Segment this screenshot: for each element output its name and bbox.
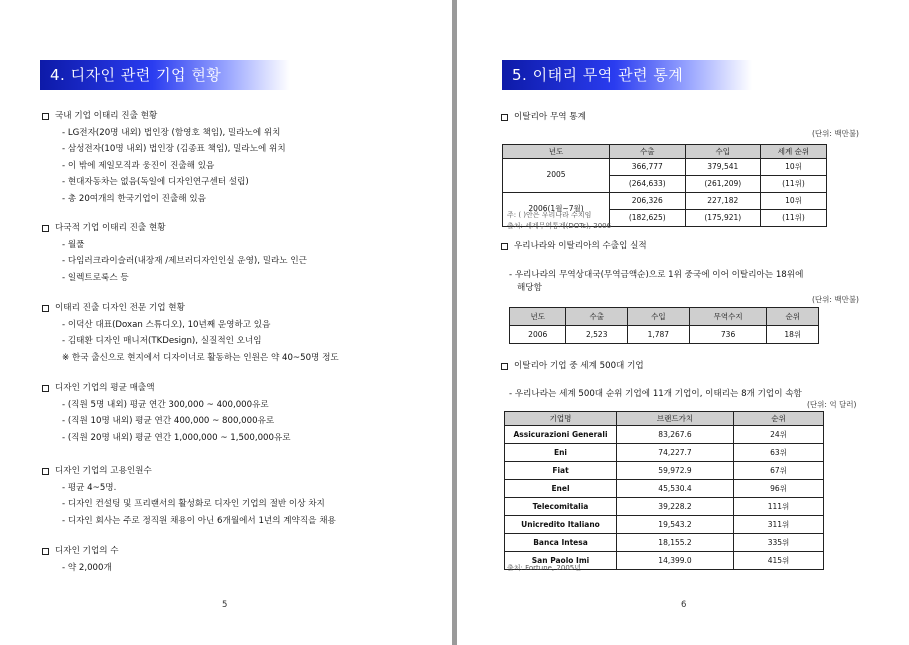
- section-title: 디자인 기업의 수: [55, 546, 119, 556]
- rank-cell: 10위: [760, 159, 826, 176]
- table-cell: 1,787: [628, 326, 690, 344]
- rank-cell: 10위: [760, 193, 826, 210]
- section-domestic: [42, 108, 286, 207]
- list-item: - 디자인 회사는 주로 정직원 채용이 아닌 6개월에서 1년의 계약직을 채용: [62, 515, 336, 526]
- square-bullet-icon: [42, 225, 49, 232]
- export-cell: 206,326: [610, 193, 685, 210]
- list-item: - (직원 5명 내외) 평균 연간 300,000 ~ 400,000유로: [62, 399, 269, 410]
- list-item: - 디자인 컨설팅 및 프리랜서의 활성화로 디자인 기업의 절반 이상 차지: [62, 499, 325, 509]
- unit-label: (단위: 백만불): [812, 129, 859, 138]
- company-cell: Banca Intesa: [505, 534, 617, 552]
- section-title: 이탈리아 무역 통계: [514, 112, 586, 122]
- section-title: 우리나라와 이탈리아의 수출입 실적: [514, 241, 647, 251]
- table-header: 세계 순위: [760, 145, 826, 159]
- table-note: 주: ( )안은 우리나라 수치임: [507, 211, 592, 219]
- section-title: 이탈리아 기업 중 세계 500대 기업: [514, 361, 644, 371]
- table-row: [505, 462, 824, 480]
- value-cell: 83,267.6: [617, 426, 734, 444]
- table-row: [503, 159, 827, 176]
- square-bullet-icon: [42, 385, 49, 392]
- table-row: [505, 498, 824, 516]
- table-row: [505, 444, 824, 462]
- year-cell: 2006(1월~7월): [503, 193, 610, 227]
- company-cell: Enel: [505, 480, 617, 498]
- list-item: - 평균 4~5명.: [62, 482, 117, 493]
- section-employment: [42, 463, 336, 529]
- value-cell: 59,972.9: [617, 462, 734, 480]
- list-item: - 김태환 디자인 매니저(TKDesign), 실질적인 오너임: [62, 336, 262, 346]
- rank-cell: 311위: [734, 516, 824, 534]
- list-item: - 이덕산 대표(Doxan 스튜디오), 10년째 운영하고 있음: [62, 319, 271, 330]
- square-bullet-icon: [42, 305, 49, 312]
- rank-cell: 96위: [734, 480, 824, 498]
- list-item: - LG전자(20명 내외) 법인장 (함영호 책임), 밀라노에 위치: [62, 127, 281, 138]
- company-cell: Unicredito Italiano: [505, 516, 617, 534]
- section-title: 국내 기업 이태리 진출 현황: [55, 111, 158, 121]
- list-item: - 월풀: [62, 239, 85, 250]
- import-sub-cell: (261,209): [685, 176, 760, 193]
- list-item: - 총 20여개의 한국기업이 진출해 있음: [62, 193, 206, 204]
- company-cell: Eni: [505, 444, 617, 462]
- import-cell: 379,541: [685, 159, 760, 176]
- unit-label: (단위: 억 달러): [807, 400, 857, 409]
- table-header: 기업명: [505, 412, 617, 426]
- list-item: - 약 2,000개: [62, 562, 112, 573]
- table-header: 수출: [566, 308, 628, 326]
- table-header: 무역수지: [689, 308, 767, 326]
- square-bullet-icon: [501, 114, 508, 121]
- square-bullet-icon: [42, 113, 49, 120]
- value-cell: 74,227.7: [617, 444, 734, 462]
- table-row: [503, 193, 827, 210]
- list-item: - 이 밖에 제일모직과 웅진이 진출해 있음: [62, 160, 215, 171]
- table-row: [510, 326, 819, 344]
- page-right: [457, 0, 909, 645]
- page-number: 5: [222, 600, 228, 610]
- rank-sub-cell: (11위): [760, 176, 826, 193]
- value-cell: 39,228.2: [617, 498, 734, 516]
- list-item: - 삼성전자(10명 내외) 법인장 (김종표 책임), 밀라노에 위치: [62, 144, 286, 154]
- section-count: [42, 543, 119, 576]
- company-cell: Telecomitalia: [505, 498, 617, 516]
- rank-cell: 24위: [734, 426, 824, 444]
- section-design-firms: [42, 300, 339, 366]
- rank-cell: 67위: [734, 462, 824, 480]
- value-cell: 45,530.4: [617, 480, 734, 498]
- table-cell: 2,523: [566, 326, 628, 344]
- table-row: [505, 480, 824, 498]
- rank-cell: 63위: [734, 444, 824, 462]
- table-header: 순위: [734, 412, 824, 426]
- table-cell: 736: [689, 326, 767, 344]
- page-number: 6: [681, 600, 687, 610]
- section-fortune-title: [501, 358, 644, 375]
- table-source: 출처: 세계무역통계(DOTs), 2006: [507, 222, 612, 230]
- import-cell: 227,182: [685, 193, 760, 210]
- value-cell: 14,399.0: [617, 552, 734, 570]
- list-item: - 다임러크라이슬러(내장재 /제브러디자인인실 운영), 밀라노 인근: [62, 256, 307, 266]
- square-bullet-icon: [42, 548, 49, 555]
- fortune-lead: - 우리나라는 세계 500대 순위 기업에 11개 기업이, 이태리는 8개 기업이 속함: [509, 389, 802, 399]
- section-multinational: [42, 220, 307, 286]
- export-sub-cell: (264,633): [610, 176, 685, 193]
- export-cell: 366,777: [610, 159, 685, 176]
- section-title: 디자인 기업의 고용인원수: [55, 466, 152, 476]
- lead-line: - 우리나라의 무역상대국(무역금액순)으로 1위 중국에 이어 이탈리아는 18위에: [509, 270, 804, 280]
- rank-cell: 335위: [734, 534, 824, 552]
- table-source: 출처: Fortune, 2005년: [507, 564, 581, 572]
- year-cell: 2005: [503, 159, 610, 193]
- rank-sub-cell: (11위): [760, 210, 826, 227]
- square-bullet-icon: [501, 363, 508, 370]
- page-left: [0, 0, 452, 645]
- section-revenue: [42, 380, 291, 446]
- table-header: 수출: [610, 145, 685, 159]
- lead-line: 해당함: [517, 282, 542, 293]
- rank-cell: 111위: [734, 498, 824, 516]
- korea-lead: [509, 269, 803, 294]
- table-header: 순위: [767, 308, 819, 326]
- right-section-banner: 5. 이태리 무역 관련 통계: [502, 60, 752, 90]
- table-row: [505, 516, 824, 534]
- list-item: ※ 한국 출신으로 현지에서 디자이너로 활동하는 인원은 약 40~50명 정도: [62, 352, 339, 363]
- table-header: 년도: [510, 308, 566, 326]
- import-sub-cell: (175,921): [685, 210, 760, 227]
- list-item: - 일렉트로룩스 등: [62, 272, 129, 283]
- section-trade-stats-title: [501, 109, 586, 126]
- company-cell: Assicurazioni Generali: [505, 426, 617, 444]
- section-korea-title: [501, 238, 647, 255]
- company-cell: San Paolo Imi: [505, 552, 617, 570]
- korea-trade-table: [509, 307, 819, 344]
- table-header: 년도: [503, 145, 610, 159]
- fortune-table: [504, 411, 824, 570]
- unit-label: (단위: 백만불): [812, 295, 859, 304]
- left-section-banner: 4. 디자인 관련 기업 현황: [40, 60, 290, 90]
- table-header: 수입: [628, 308, 690, 326]
- rank-cell: 415위: [734, 552, 824, 570]
- list-item: - 현대자동차는 없음(독일에 디자인연구센터 설립): [62, 177, 249, 187]
- company-cell: Fiat: [505, 462, 617, 480]
- value-cell: 18,155.2: [617, 534, 734, 552]
- value-cell: 19,543.2: [617, 516, 734, 534]
- square-bullet-icon: [42, 468, 49, 475]
- table-cell: 18위: [767, 326, 819, 344]
- section-title: 이태리 진출 디자인 전문 기업 현황: [55, 303, 185, 313]
- section-title: 다국적 기업 이태리 진출 현황: [55, 223, 166, 233]
- table-row: [505, 426, 824, 444]
- table-row: [505, 534, 824, 552]
- table-cell: 2006: [510, 326, 566, 344]
- square-bullet-icon: [501, 243, 508, 250]
- export-sub-cell: (182,625): [610, 210, 685, 227]
- table-header: 브랜드가치: [617, 412, 734, 426]
- table-header: 수입: [685, 145, 760, 159]
- list-item: - (직원 10명 내외) 평균 연간 400,000 ~ 800,000유로: [62, 416, 275, 426]
- list-item: - (직원 20명 내외) 평균 연간 1,000,000 ~ 1,500,000유로: [62, 432, 291, 443]
- section-title: 디자인 기업의 평균 매출액: [55, 383, 155, 393]
